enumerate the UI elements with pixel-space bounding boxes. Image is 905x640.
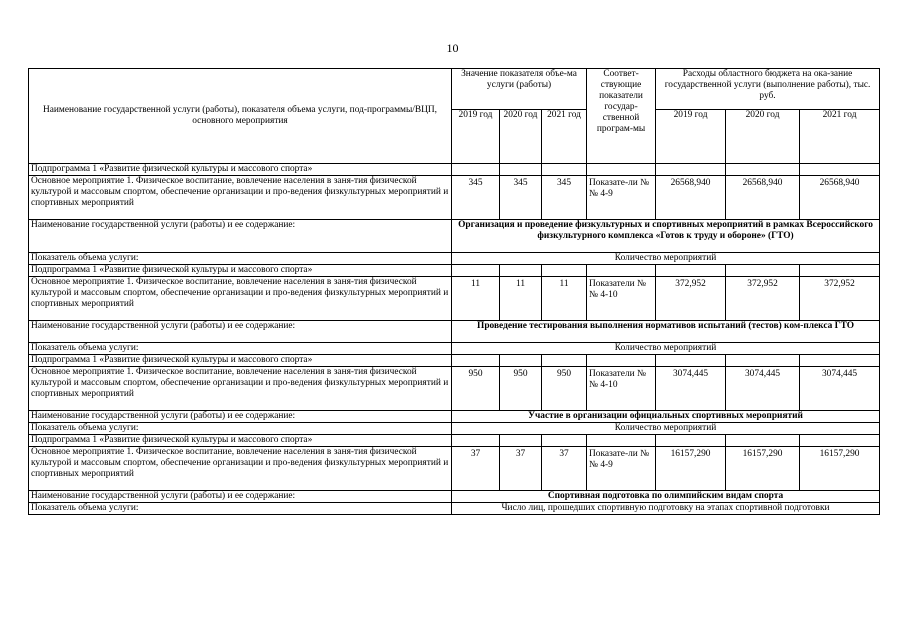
volume-indicator-row — [29, 503, 880, 515]
activity-label: Основное мероприятие 1. Физическое воспитание, вовлечение населения в заня-тия физической культурой и массовым спортом, обеспечение организации и про-ведения физкультурных мероприятий и спортивных мероприятий — [29, 367, 452, 411]
budget-2019: 372,952 — [656, 277, 726, 321]
volume-value-2020: 37 — [500, 447, 542, 491]
subprogram-label: Подпрограмма 1 «Развитие физической культуры и массового спорта» — [29, 265, 452, 277]
volume-value-2020: 11 — [500, 277, 542, 321]
budget-2020: 26568,940 — [726, 176, 800, 220]
volume-value-2021: 37 — [542, 447, 587, 491]
activity-label: Основное мероприятие 1. Физическое воспитание, вовлечение населения в заня-тия физической культурой и массовым спортом, обеспечение организации и про-ведения физкультурных мероприятий и спортивных мероприятий — [29, 447, 452, 491]
subprogram-label: Подпрограмма 1 «Развитие физической культуры и массового спорта» — [29, 435, 452, 447]
budget-2021: 26568,940 — [800, 176, 880, 220]
subprogram-row — [29, 164, 880, 176]
budget-2021: 3074,445 — [800, 367, 880, 411]
header-budget-group: Расходы областного бюджета на ока-зание государственной услуги (выполнение работы), тыс. руб. — [656, 69, 880, 110]
budget-2020: 16157,290 — [726, 447, 800, 491]
budget-2019: 16157,290 — [656, 447, 726, 491]
service-row — [29, 220, 880, 253]
indicators-ref: Показате-ли №№ 4-9 — [587, 447, 656, 491]
volume-value-2019: 950 — [452, 367, 500, 411]
indicators-ref: Показатели №№ 4-10 — [587, 367, 656, 411]
volume-indicator-label: Показатель объема услуги: — [29, 503, 452, 515]
volume-indicator-row — [29, 343, 880, 355]
volume-value-2021: 345 — [542, 176, 587, 220]
activity-label: Основное мероприятие 1. Физическое воспитание, вовлечение населения в заня-тия физической культурой и массовым спортом, обеспечение организации и про-ведения физкультурных мероприятий и спортивных мероприятий — [29, 277, 452, 321]
subprogram-label: Подпрограмма 1 «Развитие физической культуры и массового спорта» — [29, 355, 452, 367]
activity-row — [29, 277, 880, 321]
service-budget-table — [28, 68, 880, 515]
volume-indicator-label: Показатель объема услуги: — [29, 343, 452, 355]
activity-label: Основное мероприятие 1. Физическое воспитание, вовлечение населения в заня-тия физической культурой и массовым спортом, обеспечение организации и про-ведения физкультурных мероприятий и спортивных мероприятий — [29, 176, 452, 220]
volume-value-2019: 37 — [452, 447, 500, 491]
budget-2019: 26568,940 — [656, 176, 726, 220]
budget-2021: 372,952 — [800, 277, 880, 321]
volume-value-2019: 11 — [452, 277, 500, 321]
budget-2020: 372,952 — [726, 277, 800, 321]
volume-indicator-label: Показатель объема услуги: — [29, 253, 452, 265]
volume-value-2020: 345 — [500, 176, 542, 220]
volume-indicator-value: Количество мероприятий — [452, 343, 880, 355]
service-row — [29, 321, 880, 343]
volume-value-2021: 950 — [542, 367, 587, 411]
subprogram-row — [29, 435, 880, 447]
budget-2021: 16157,290 — [800, 447, 880, 491]
header-name-cell: Наименование государственной услуги (работы), показателя объема услуги, под-программы/ВЦП, основного мероприятия — [29, 69, 452, 164]
service-name: Участие в организации официальных спортивных мероприятий — [452, 411, 880, 423]
volume-indicator-label: Показатель объема услуги: — [29, 423, 452, 435]
volume-indicator-value: Количество мероприятий — [452, 423, 880, 435]
service-name: Организация и проведение физкультурных и спортивных мероприятий в рамках Всероссийского физкультурного комплекса «Готов к труду и обороне» (ГТО) — [452, 220, 880, 253]
indicators-ref: Показате-ли №№ 4-9 — [587, 176, 656, 220]
header-volume-year: 2021 год — [542, 110, 587, 164]
header-budget-year: 2020 год — [726, 110, 800, 164]
service-name: Спортивная подготовка по олимпийским видам спорта — [452, 491, 880, 503]
volume-value-2019: 345 — [452, 176, 500, 220]
service-label: Наименование государственной услуги (работы) и ее содержание: — [29, 411, 452, 423]
subprogram-row — [29, 355, 880, 367]
volume-indicator-row — [29, 423, 880, 435]
activity-row — [29, 176, 880, 220]
volume-indicator-row — [29, 253, 880, 265]
header-budget-year: 2021 год — [800, 110, 880, 164]
service-label: Наименование государственной услуги (работы) и ее содержание: — [29, 220, 452, 253]
volume-indicator-value: Число лиц, прошедших спортивную подготовку на этапах спортивной подготовки — [452, 503, 880, 515]
volume-value-2021: 11 — [542, 277, 587, 321]
header-volume-year: 2019 год — [452, 110, 500, 164]
activity-row — [29, 367, 880, 411]
page-number: 10 — [446, 41, 459, 55]
header-indicators-cell: Соответ-ствующие показатели государ-ственной програм-мы — [587, 69, 656, 164]
activity-row — [29, 447, 880, 491]
volume-indicator-value: Количество мероприятий — [452, 253, 880, 265]
subprogram-label: Подпрограмма 1 «Развитие физической культуры и массового спорта» — [29, 164, 452, 176]
subprogram-row — [29, 265, 880, 277]
header-row-groups — [29, 69, 880, 110]
service-label: Наименование государственной услуги (работы) и ее содержание: — [29, 321, 452, 343]
header-volume-group: Значение показателя объе-ма услуги (работы) — [452, 69, 587, 110]
service-row — [29, 491, 880, 503]
volume-value-2020: 950 — [500, 367, 542, 411]
indicators-ref: Показатели №№ 4-10 — [587, 277, 656, 321]
service-row — [29, 411, 880, 423]
header-budget-year: 2019 год — [656, 110, 726, 164]
service-name: Проведение тестирования выполнения нормативов испытаний (тестов) ком-плекса ГТО — [452, 321, 880, 343]
budget-2020: 3074,445 — [726, 367, 800, 411]
header-volume-year: 2020 год — [500, 110, 542, 164]
service-label: Наименование государственной услуги (работы) и ее содержание: — [29, 491, 452, 503]
budget-2019: 3074,445 — [656, 367, 726, 411]
